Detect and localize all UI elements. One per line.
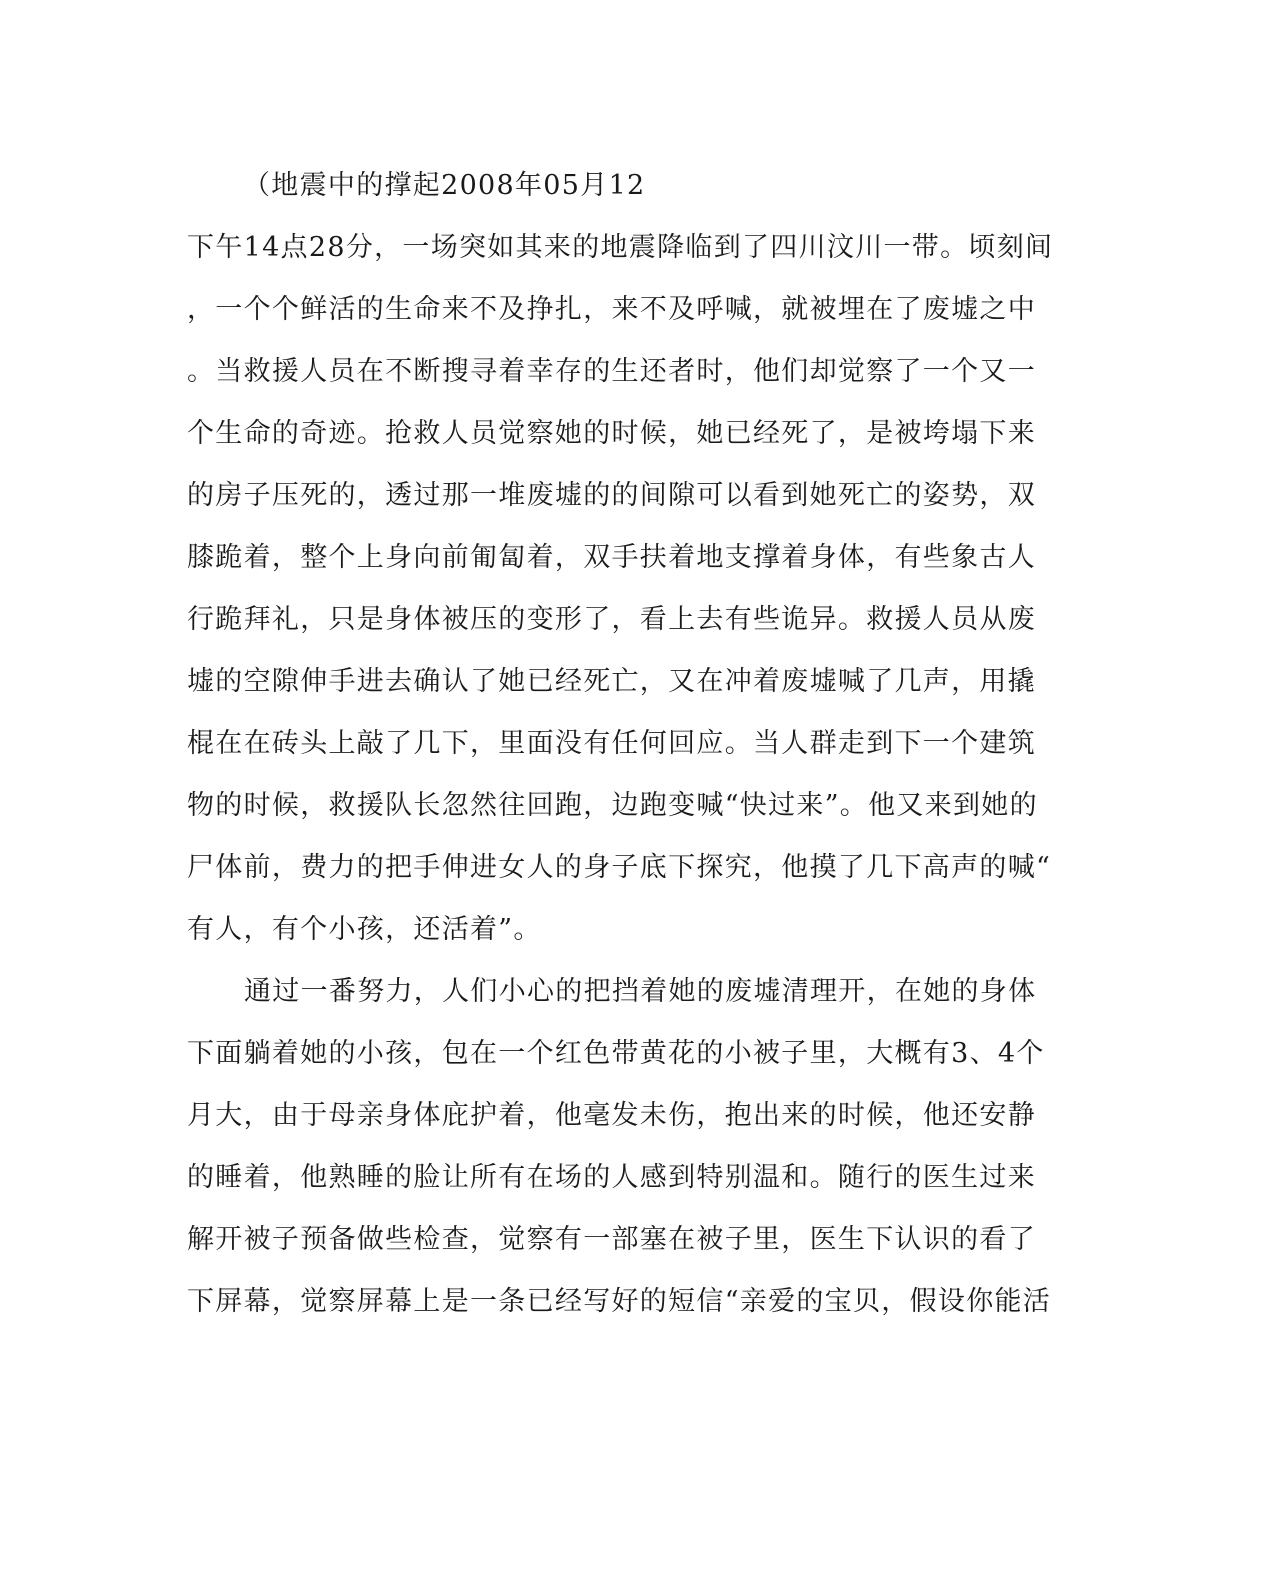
- text-line: 下午14点28分，一场突如其来的地震降临到了四川汶川一带。顷刻间: [187, 232, 1054, 263]
- text-line: 物的时候，救援队长忽然往回跑，边跑变喊“快过来”。他又来到她的: [187, 790, 1038, 821]
- text-line: 行跪拜礼，只是身体被压的变形了，看上去有些诡异。救援人员从废: [187, 604, 1036, 635]
- text-line: 有人，有个小孩，还活着”。: [187, 914, 542, 945]
- text-line: （地震中的撑起2008年05月12: [243, 170, 646, 201]
- text-line: 的房子压死的，透过那一堆废墟的的间隙可以看到她死亡的姿势，双: [187, 480, 1036, 511]
- text-line: 。当救援人员在不断搜寻着幸存的生还者时，他们却觉察了一个又一: [187, 356, 1036, 387]
- text-line: 下屏幕，觉察屏幕上是一条已经写好的短信“亲爱的宝贝，假设你能活: [187, 1286, 1052, 1317]
- text-line: 尸体前，费力的把手伸进女人的身子底下探究，他摸了几下高声的喊“: [187, 852, 1052, 883]
- body-text: [187, 155, 1067, 1333]
- text-line: 膝跪着，整个上身向前匍匐着，双手扶着地支撑着身体，有些象古人: [187, 542, 1036, 573]
- text-line: 解开被子预备做些检查，觉察有一部塞在被子里，医生下认识的看了: [187, 1224, 1036, 1255]
- text-line: 的睡着，他熟睡的脸让所有在场的人感到特别温和。随行的医生过来: [187, 1162, 1036, 1193]
- text-line: 墟的空隙伸手进去确认了她已经死亡，又在冲着废墟喊了几声，用撬: [187, 666, 1036, 697]
- text-line: 月大，由于母亲身体庇护着，他毫发未伤，抱出来的时候，他还安静: [187, 1100, 1036, 1131]
- text-line: ，一个个鲜活的生命来不及挣扎，来不及呼喊，就被埋在了废墟之中: [187, 294, 1036, 325]
- text-line: 下面躺着她的小孩，包在一个红色带黄花的小被子里，大概有3、4个: [187, 1038, 1045, 1069]
- text-line: 个生命的奇迹。抢救人员觉察她的时候，她已经死了，是被垮塌下来: [187, 418, 1036, 449]
- text-line: 棍在在砖头上敲了几下，里面没有任何回应。当人群走到下一个建筑: [187, 728, 1036, 759]
- text-line: 通过一番努力，人们小心的把挡着她的废墟清理开，在她的身体: [244, 976, 1037, 1007]
